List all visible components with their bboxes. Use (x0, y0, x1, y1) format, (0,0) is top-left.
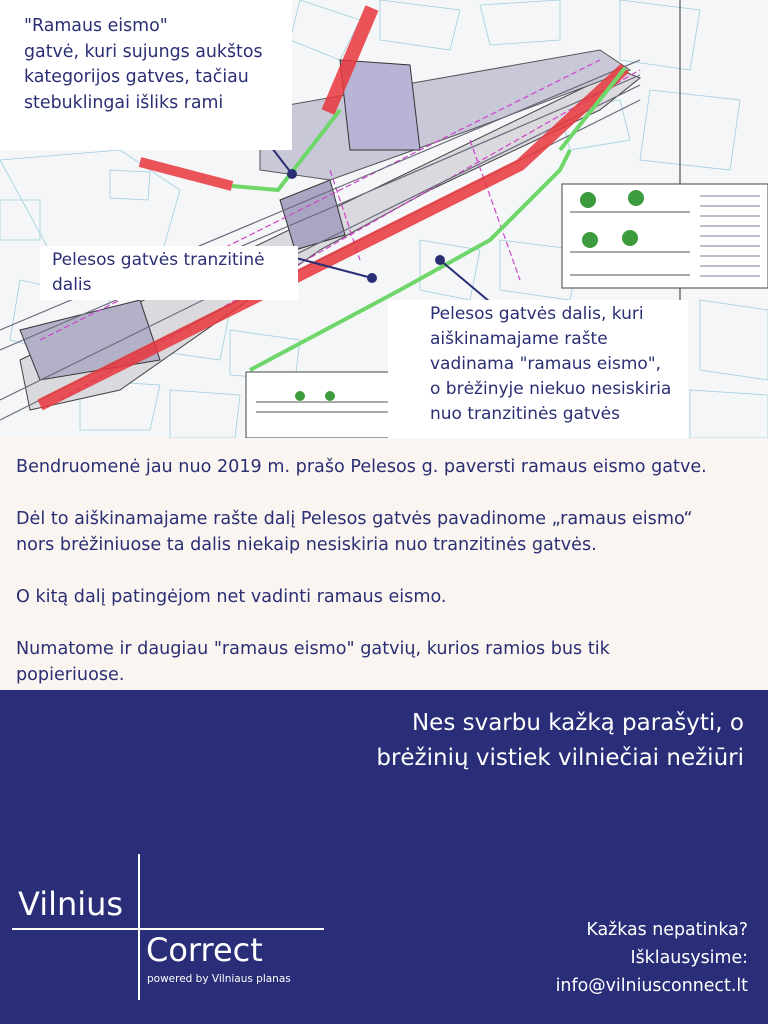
paragraph-line: popieriuose. (16, 665, 125, 685)
plan-drawing (0, 0, 768, 438)
pointer-dot-2 (367, 273, 377, 283)
headline-line: Nes svarbu kažką parašyti, o (411, 710, 744, 736)
logo-horizontal-line (12, 928, 324, 930)
callout-calm-part (388, 300, 688, 438)
logo-word-correct: Correct (146, 931, 263, 969)
paragraph-3 (16, 584, 752, 610)
paragraph-1 (16, 454, 752, 480)
footer-panel (0, 690, 768, 1024)
logo-vertical-line (138, 854, 140, 1000)
contact-block (556, 916, 748, 1000)
paragraph-line: nors brėžiniuose ta dalis niekaip nesiskiria nuo tranzitinės gatvės. (16, 535, 597, 555)
callout-line: nuo tranzitinės gatvės (430, 404, 620, 424)
callout-line: dalis (52, 275, 92, 295)
callout-line: kategorijos gatves, tačiau (24, 67, 249, 87)
logo-tagline: powered by Vilniaus planas (147, 973, 291, 985)
contact-email-link[interactable]: info@vilniusconnect.lt (555, 976, 748, 996)
paragraph-line: O kitą dalį patingėjom net vadinti ramaus eismo. (16, 587, 447, 607)
paragraph-line: Numatome ir daugiau "ramaus eismo" gatvių, kurios ramios bus tik (16, 639, 610, 659)
headline-line: brėžinių vistiek vilniečiai nežiūri (376, 745, 744, 771)
paragraph-4 (16, 636, 752, 688)
body-text-panel (0, 438, 768, 690)
paragraph-line: Bendruomenė jau nuo 2019 m. prašo Pelesos g. paversti ramaus eismo gatve. (16, 457, 707, 477)
callout-line: stebuklingai išliks rami (24, 92, 224, 113)
logo-word-vilnius: Vilnius (18, 885, 124, 923)
pointer-dot-3 (435, 255, 445, 265)
contact-line: Išklausysime: (630, 948, 748, 968)
callout-line: o brėžinyje niekuo nesiskiria (430, 379, 672, 399)
callout-ramaus-eismo-street (0, 0, 292, 150)
callout-line: aiškinamajame rašte (430, 329, 608, 349)
callout-line: Pelesos gatvės dalis, kuri (430, 304, 644, 324)
paragraph-2 (16, 506, 752, 558)
contact-line: Kažkas nepatinka? (586, 920, 748, 940)
callout-line: Pelesos gatvės tranzitinė (52, 250, 265, 270)
callout-line: "Ramaus eismo" (24, 16, 168, 36)
headline (376, 706, 744, 776)
red-route-west (140, 162, 232, 186)
paragraph-line: Dėl to aiškinamajame rašte dalį Pelesos gatvės pavadinome „ramaus eismo“ (16, 509, 693, 529)
callout-line: gatvė, kuri sujungs aukštos (24, 41, 263, 62)
callout-line: vadinama "ramaus eismo", (430, 354, 662, 374)
callout-transit-part (40, 246, 298, 300)
pointer-dot-1 (287, 169, 297, 179)
hatched-block (340, 60, 420, 150)
